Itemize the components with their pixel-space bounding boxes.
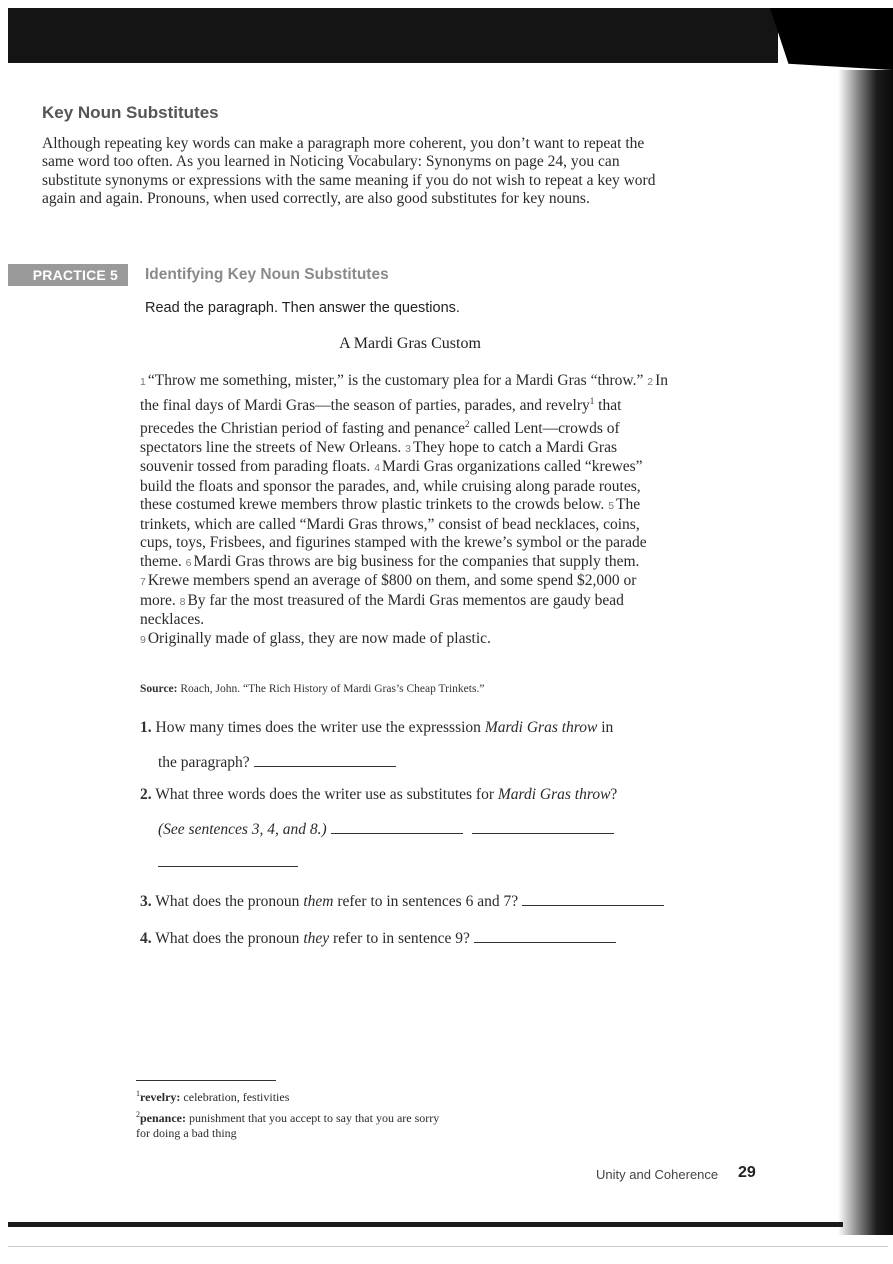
question-number: 3.	[140, 893, 152, 910]
sentence-number: 3	[405, 442, 411, 455]
question-text: What does the pronoun	[155, 893, 304, 910]
answer-blank[interactable]	[472, 819, 614, 834]
page-bottom-rule	[8, 1246, 888, 1247]
footnote-term: revelry:	[140, 1090, 181, 1104]
sentence-number: 5	[608, 500, 615, 513]
sentence-number: 7	[140, 576, 146, 589]
sentence-text: called Lent—crowds of spectators line the streets of New Orleans.	[140, 420, 620, 456]
section-title: Key Noun Substitutes	[42, 103, 219, 122]
sentence-number: 8	[179, 595, 186, 608]
question-hint: (See sentences 3, 4, and 8.)	[158, 821, 327, 838]
source-label: Source:	[140, 683, 178, 695]
sentence-text: Mardi Gras organizations called “krewes” build the floats and sponsor the parades, and, while cruising along parade routes, these costumed krewe members throw plastic trinkets to the crowds below.	[140, 458, 643, 514]
footnote-number: 2	[136, 1110, 140, 1119]
sentence-number: 9	[140, 633, 146, 646]
footnote-mark: 2	[464, 419, 470, 430]
answer-blank[interactable]	[158, 856, 298, 867]
question-1-line-2	[158, 752, 396, 772]
practice-instructions: Read the paragraph. Then answer the questions.	[145, 300, 460, 316]
answer-blank[interactable]	[522, 891, 664, 906]
question-number: 2.	[140, 786, 152, 803]
footnote-1	[136, 1086, 456, 1105]
source-text: Roach, John. “The Rich History of Mardi Gras’s Cheap Trinkets.”	[180, 683, 485, 695]
question-text: ?	[610, 786, 618, 803]
sentence-text: “Throw me something, mister,” is the customary plea for a Mardi Gras “throw.”	[147, 372, 644, 389]
practice-title: Identifying Key Noun Substitutes	[145, 266, 389, 283]
scan-bottom-border	[8, 1222, 843, 1227]
footnote-term: penance:	[140, 1111, 186, 1125]
question-text: in	[597, 719, 614, 736]
question-4	[140, 928, 616, 948]
question-term: them	[303, 893, 334, 910]
question-text: the paragraph?	[158, 754, 250, 771]
scan-right-shadow	[838, 70, 893, 1235]
sentence-number: 6	[185, 556, 192, 569]
question-text: What does the pronoun	[155, 930, 304, 947]
footnote-rule	[136, 1080, 276, 1081]
question-text: refer to in sentence 9?	[329, 930, 470, 947]
sentence-text: Originally made of glass, they are now made of plastic.	[147, 629, 491, 647]
footer-chapter-label: Unity and Coherence	[596, 1167, 719, 1182]
sentence-text: By far the most treasured of the Mardi Gras mementos are gaudy bead necklaces.	[140, 591, 624, 629]
sentence-text: Krewe members spend an average of $800 on them, and some spend $2,000 or more.	[140, 572, 637, 609]
scan-top-border	[8, 8, 778, 63]
source-citation	[140, 683, 484, 695]
question-term: Mardi Gras throw	[497, 786, 611, 803]
question-term: Mardi Gras throw	[484, 719, 598, 736]
answer-blank[interactable]	[331, 819, 463, 834]
sentence-number: 4	[374, 462, 381, 475]
intro-paragraph: Although repeating key words can make a paragraph more coherent, you don’t want to repeat the same word too often. As you learned in Noticing Vocabulary: Synonyms on page 24, you can substitute synonyms or expressions with the same meaning if you do not wish to repeat a key word again and again. Pronouns, when used correctly, are also good substitutes for key nouns.	[42, 135, 656, 208]
page-number: 29	[738, 1164, 756, 1181]
question-number: 1.	[140, 719, 152, 736]
footnote-definition: punishment that you accept to say that you are sorry for doing a bad thing	[136, 1111, 440, 1140]
question-2-hint-line	[158, 819, 614, 839]
question-1	[140, 719, 613, 737]
footnote-number: 1	[136, 1089, 140, 1098]
sentence-number: 2	[647, 376, 654, 388]
question-term: they	[303, 930, 330, 947]
sentence-text: The trinkets, which are called “Mardi Gras throws,” consist of bead necklaces, coins, cups, toys, Frisbees, and figurines stamped with the krewe’s symbol or the parade theme.	[140, 496, 647, 570]
sentence-text: They hope to catch a Mardi Gras souvenir tossed from parading floats.	[140, 438, 617, 476]
answer-blank[interactable]	[254, 752, 396, 767]
footnote-2	[136, 1107, 456, 1141]
practice-badge: PRACTICE 5	[8, 264, 128, 286]
question-number: 4.	[140, 930, 152, 947]
footnote-mark: 1	[589, 395, 595, 406]
sentence-text: Mardi Gras throws are big business for the companies that supply them.	[193, 552, 640, 570]
passage-title: A Mardi Gras Custom	[339, 335, 481, 352]
sentence-text: In the final days of Mardi Gras—the season of parties, parades, and revelry	[140, 372, 668, 414]
question-text: What three words does the writer use as substitutes for	[155, 786, 498, 803]
sentence-text: that precedes the Christian period of fasting and penance	[140, 396, 622, 438]
passage-paragraph	[140, 372, 670, 649]
footnote-definition: celebration, festivities	[183, 1090, 290, 1104]
sentence-number: 1	[140, 376, 146, 388]
question-3	[140, 891, 664, 911]
question-text: refer to in sentences 6 and 7?	[333, 893, 519, 910]
answer-blank[interactable]	[474, 928, 616, 943]
question-2	[140, 786, 617, 804]
question-text: How many times does the writer use the expresssion	[155, 719, 485, 736]
scan-corner-shadow	[770, 8, 893, 70]
